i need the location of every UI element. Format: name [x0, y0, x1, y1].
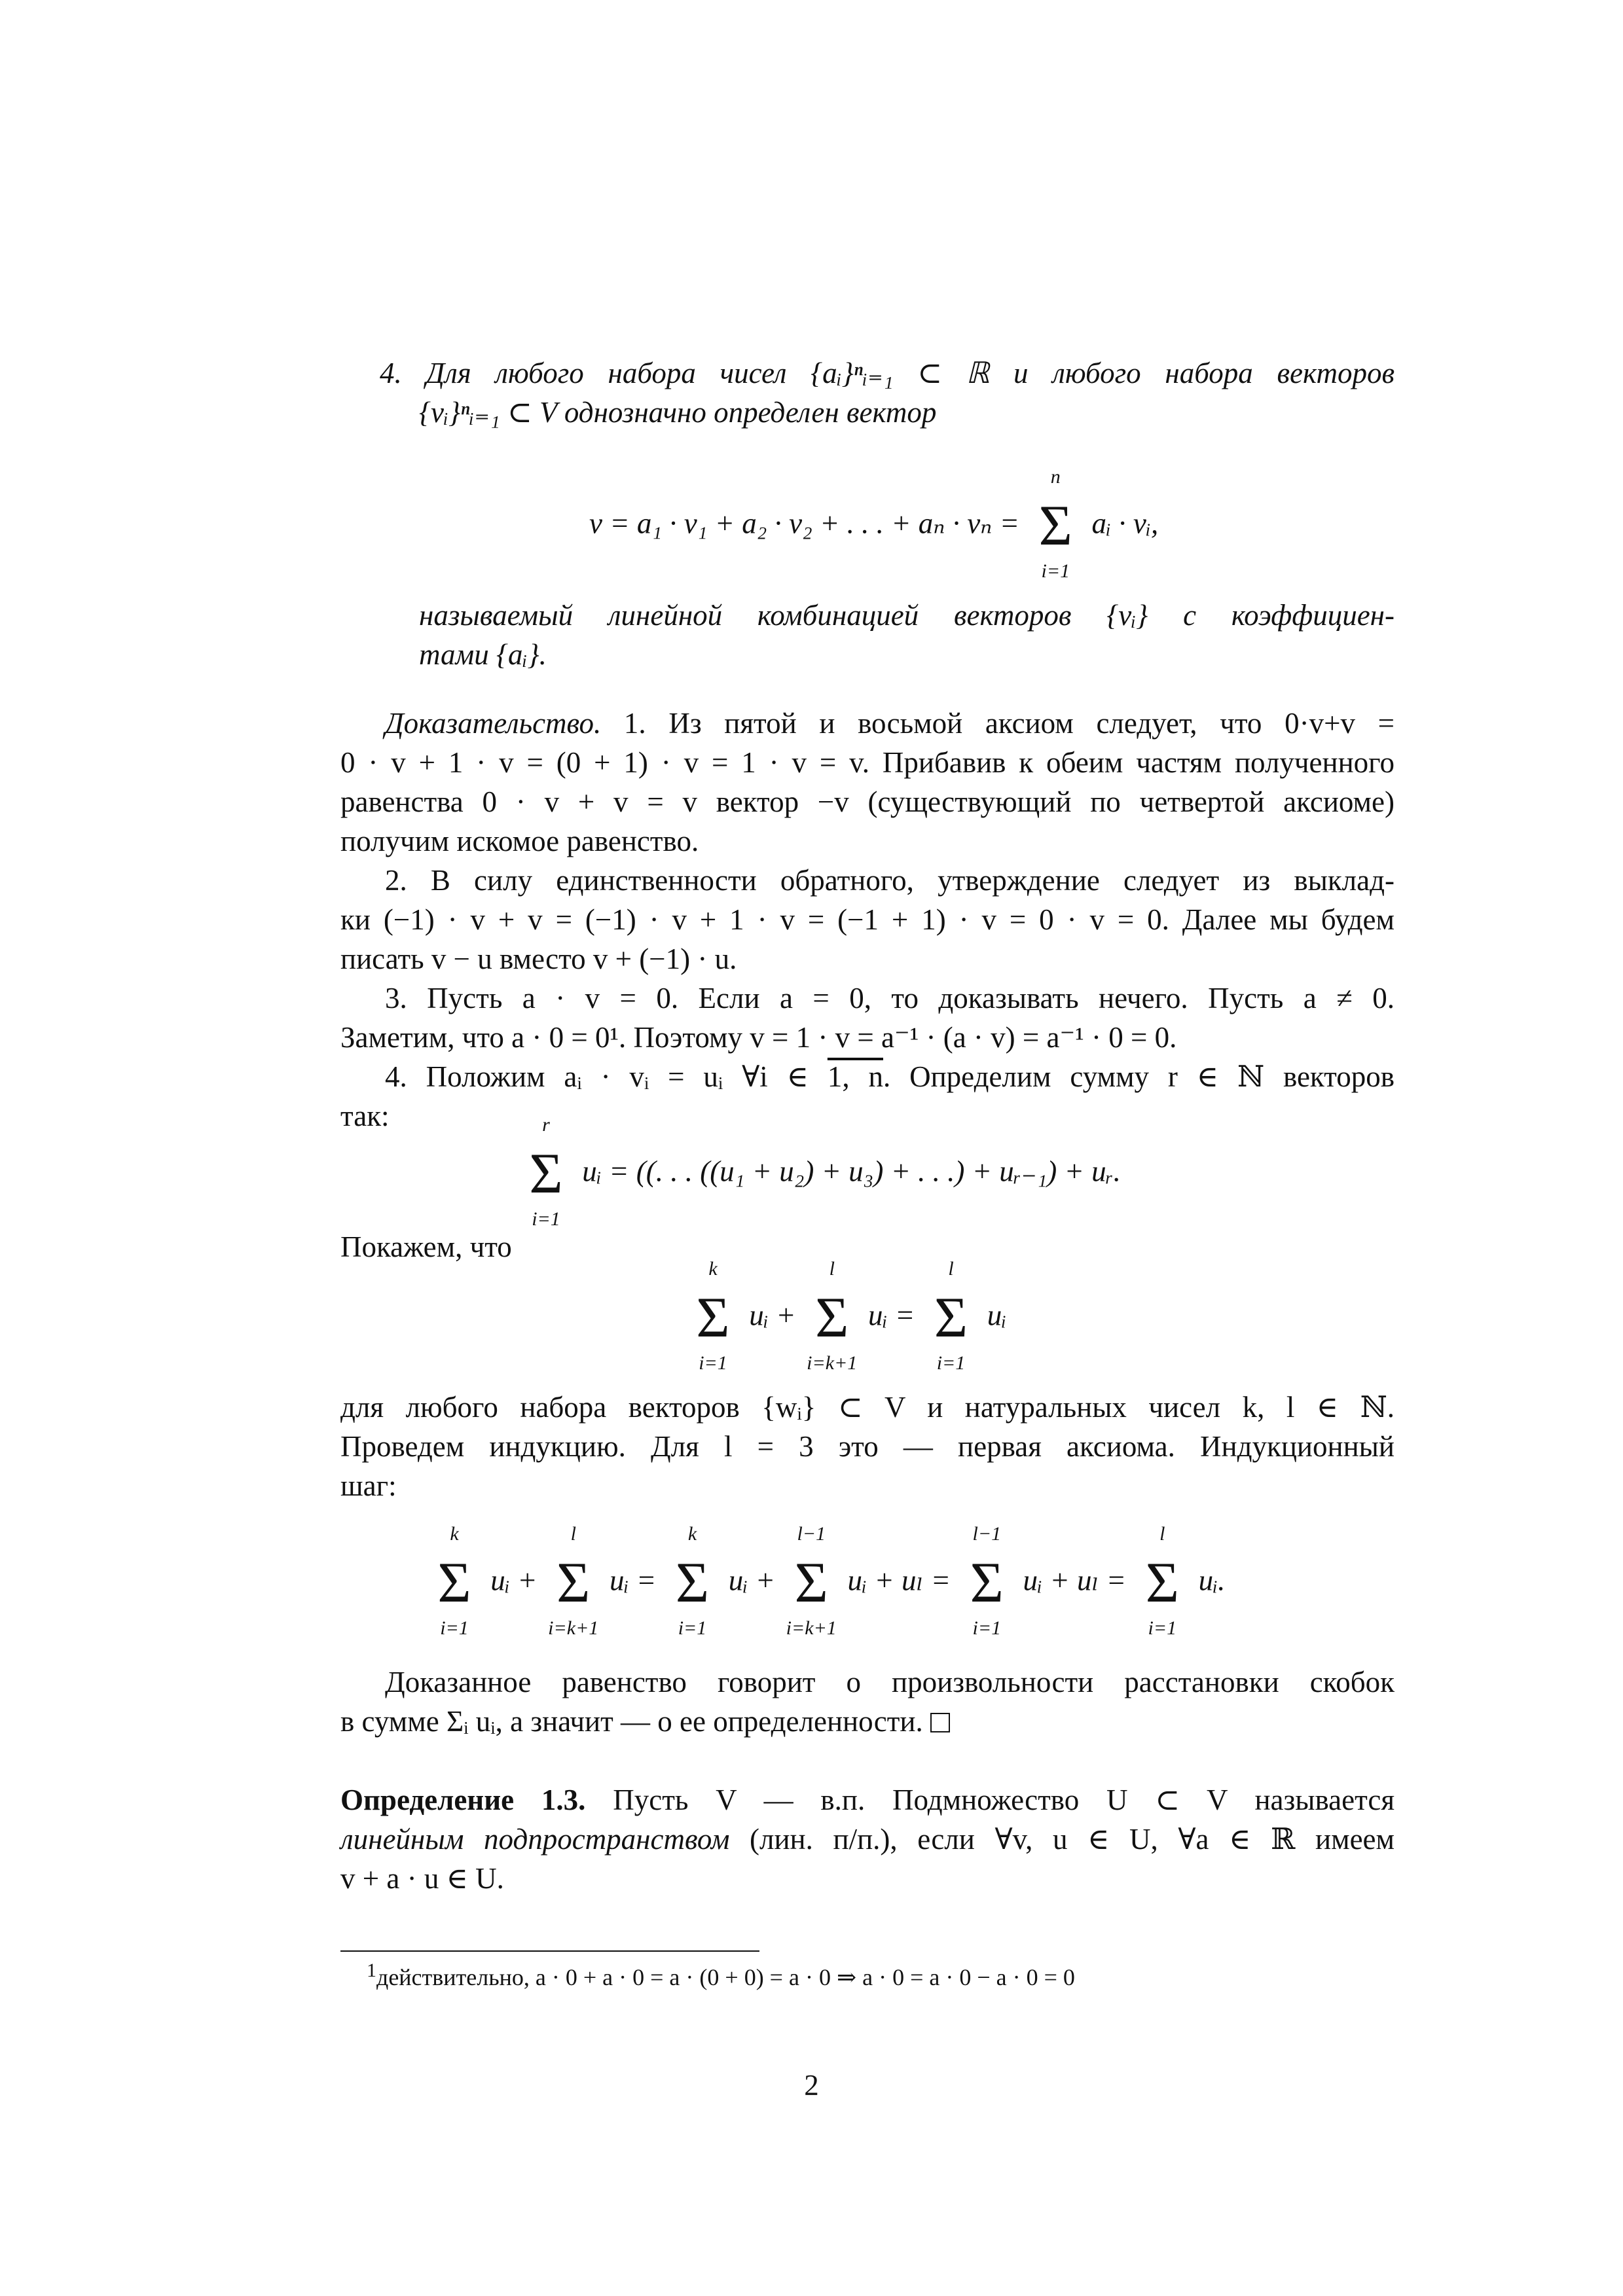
footnote-text: действительно, a · 0 + a · 0 = a · (0 + 0) = a · 0 ⇒ a · 0 = a · 0 − a · 0 = 0: [376, 1964, 1075, 1990]
footnote-mark: 1: [367, 1960, 376, 1981]
footnote-rule: [340, 1950, 759, 1952]
item-4-line-1: Для любого набора чисел {aᵢ}ⁿᵢ₌₁ ⊂ ℝ и любого набора векторов: [426, 357, 1395, 389]
formula-linear-combination: v = a₁ · v₁ + a₂ · v₂ + . . . + aₙ · vₙ = n Σ i=1 aᵢ · vᵢ,: [589, 466, 1159, 582]
summation-sign: n Σ i=1: [1038, 466, 1072, 582]
summation-sign: r Σ i=1: [529, 1114, 563, 1230]
proof-heading: Доказательство.: [385, 707, 602, 740]
proof-paragraph-3: 3. Пусть a · v = 0. Если a = 0, то доказывать нечего. Пусть a ≠ 0. Заметим, что a · 0 = 0¹. Поэтому v = 1 · v = a⁻¹ · (a · v) = a⁻¹ · 0 = 0.: [340, 982, 1395, 1054]
definition-term: линейным подпространством: [340, 1823, 730, 1856]
footnote: [367, 1960, 1075, 1991]
definition-heading: Определение 1.3.: [340, 1784, 586, 1816]
qed-box-icon: [930, 1713, 950, 1732]
show-that-line: Покажем, что: [340, 1230, 512, 1263]
formula-induction-step: k Σ i=1 uᵢ + l Σ i=k+1 uᵢ = k Σ i=1 uᵢ + l−1 Σ i=k+1 uᵢ + uₗ = l−1 Σ i=1 uᵢ + uₗ = l Σ i=1 uᵢ.: [437, 1523, 1226, 1639]
item-4-continuation: [340, 596, 1395, 674]
page-number: 2: [804, 2069, 819, 2102]
item-number: 4.: [380, 357, 402, 389]
item-4-statement: [340, 353, 1395, 432]
induction-paragraph: для любого набора векторов {wᵢ} ⊂ V и натуральных чисел k, l ∈ ℕ. Проведем индукцию. Для l = 3 это — первая аксиома. Индукционный шаг:: [340, 1391, 1395, 1502]
item-4-line-3: называемый линейной комбинацией векторов {vᵢ} с коэффициен-: [419, 599, 1395, 632]
definition-1-3: Определение 1.3. Пусть V — в.п. Подмножество U ⊂ V называется линейным подпространством (лин. п/п.), если ∀v, u ∈ U, ∀a ∈ ℝ имеем v + a · u ∈ U.: [340, 1784, 1395, 1895]
proof-paragraph-2: 2. В силу единственности обратного, утверждение следует из выклад- ки (−1) · v + v = (−1) · v + 1 · v = (−1 + 1) · v = 0 · v = 0. Далее мы будем писать v − u вместо v + (−1) · u.: [340, 864, 1395, 975]
index-range: 1, n: [827, 1060, 883, 1093]
proof-paragraph-4: 4. Положим aᵢ · vᵢ = uᵢ ∀i ∈ 1, n. Определим сумму r ∈ ℕ векторов так:: [340, 1060, 1395, 1132]
formula-split-sum: k Σ i=1 uᵢ + l Σ i=k+1 uᵢ = l Σ i=1 uᵢ: [696, 1258, 1007, 1374]
formula-sum-definition: r Σ i=1 uᵢ = ((. . . ((u₁ + u₂) + u₃) + . . .) + uᵣ₋₁) + uᵣ.: [517, 1145, 1121, 1203]
proof-conclusion: Доказанное равенство говорит о произвольности расстановки скобок в сумме Σᵢ uᵢ, а значит — о ее определенности.: [340, 1666, 1395, 1738]
proof-paragraph-1: Доказательство. 1. Из пятой и восьмой аксиом следует, что 0·v+v = 0 · v + 1 · v = (0 + 1) · v = 1 · v = v. Прибавив к обеим частям полученного равенства 0 · v + v = v вектор −v (существующий по четвертой аксиоме) получим искомое равенство.: [340, 707, 1395, 857]
item-4-line-2: {vᵢ}ⁿᵢ₌₁ ⊂ V однозначно определен вектор: [419, 396, 937, 429]
item-4-line-4: тами {aᵢ}.: [419, 638, 547, 671]
